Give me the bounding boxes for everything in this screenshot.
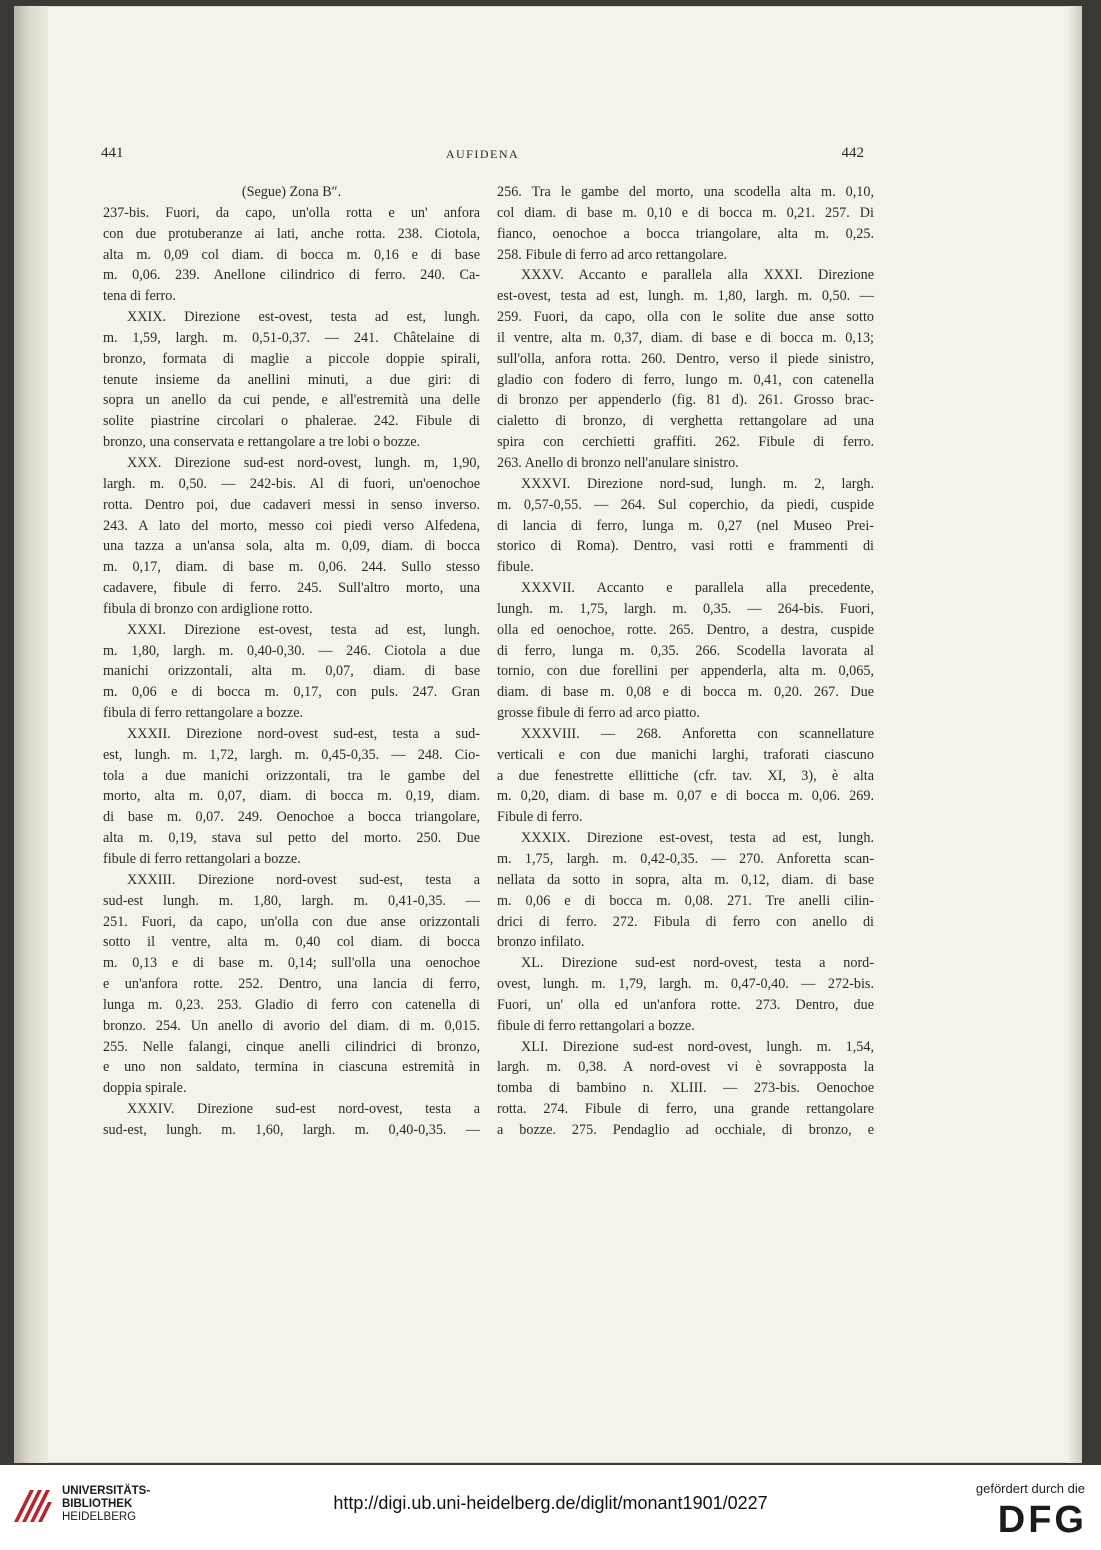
text-line: lunga m. 0,23. 253. Gladio di ferro con catenella di — [103, 996, 480, 1013]
text-line: XXXVIII. — 268. Anforetta con scannellature — [521, 725, 874, 742]
text-line: m. 0,57-0,55. — 264. Sul coperchio, da piedi, cuspide — [497, 496, 874, 513]
text-line: m. 1,80, largh. m. 0,40-0,30. — 246. Ciotola a due — [103, 642, 480, 659]
text-line: XXXIV. Direzione sud-est nord-ovest, testa a — [127, 1101, 480, 1118]
text-line: alta m. 0,09 col diam. di bocca m. 0,16 e di base — [103, 246, 480, 263]
text-line: rotta. 274. Fibule di ferro, una grande rettangolare — [497, 1101, 874, 1118]
text-line: col diam. di base m. 0,10 e di bocca m. 0,21. 257. Di — [497, 204, 874, 221]
permalink-url[interactable]: http://digi.ub.uni-heidelberg.de/diglit/monant1901/0227 — [333, 1493, 768, 1513]
text-line: fibula di bronzo con ardiglione rotto. — [103, 600, 313, 617]
text-line: m. 0,06 e di bocca m. 0,17, con puls. 247. Gran — [103, 684, 480, 701]
sponsor-note: gefördert durch die — [975, 1481, 1085, 1496]
text-line: di base m. 0,07. 249. Oenochoe a bocca triangolare, — [103, 809, 480, 826]
text-line: drici di ferro. 272. Fibula di ferro con anello di — [497, 913, 874, 930]
library-line-1: UNIVERSITÄTS- — [62, 1485, 151, 1497]
text-line: Fibule di ferro. — [497, 809, 583, 826]
running-head — [101, 145, 864, 167]
text-line: 259. Fuori, da capo, olla con le solite due anse sotto — [497, 309, 874, 326]
text-line: alta m. 0,19, stava sul petto del morto. 250. Due — [103, 830, 480, 847]
text-line: tola a due manichi orizzontali, tra le gambe del — [103, 767, 480, 784]
text-line: fibule di ferro rettangolari a bozze. — [103, 851, 301, 867]
text-line: 255. Nelle falangi, cinque anelli cilindrici di bronzo, — [103, 1038, 480, 1055]
running-title: AUFIDENA — [445, 147, 520, 161]
text-line: est, lungh. m. 1,72, largh. m. 0,45-0,35. — 248. Cio- — [103, 746, 480, 763]
text-line: sotto il ventre, alta m. 0,40 col diam. di bocca — [103, 934, 480, 951]
text-line: sud-est lungh. m. 1,80, largh. m. 0,41-0,35. — — [103, 892, 480, 909]
page-number-right: 442 — [841, 145, 864, 161]
text-line: di ferro, lunga m. 0,35. 266. Scodella lavorata al — [497, 642, 874, 659]
library-line-2: BIBLIOTHEK — [62, 1498, 133, 1510]
text-line: XXXV. Accanto e parallela alla XXXI. Direzione — [521, 267, 874, 284]
text-line: gladio con fodero di ferro, lungo m. 0,41, con catenella — [497, 371, 874, 388]
text-line: tenute insieme da anellini minuti, a due giri: di — [103, 371, 480, 388]
text-line: m. 0,06. 239. Anellone cilindrico di ferro. 240. Ca- — [103, 267, 480, 284]
text-line: m. 0,13 e di base m. 0,14; sull'olla una oenochoe — [103, 955, 480, 972]
text-line: 251. Fuori, da capo, un'olla con due anse orizzontali — [103, 913, 480, 930]
text-line: cadavere, fibule di ferro. 245. Sull'altro morto, una — [103, 580, 480, 597]
text-line: con due protuberanze ai lati, anche rotta. 238. Ciotola, — [103, 225, 480, 242]
text-line: XXXIII. Direzione nord-ovest sud-est, testa a — [127, 871, 480, 888]
text-line: morto, alta m. 0,07, diam. di bocca m. 0,19, diam. — [103, 788, 480, 805]
text-line: XXXVI. Direzione nord-sud, lungh. m. 2, largh. — [521, 475, 874, 492]
text-line: doppia spirale. — [103, 1080, 187, 1097]
text-line: spira con cerchietti graffiti. 262. Fibule di ferro. — [497, 434, 874, 451]
text-line: fibule. — [497, 559, 534, 576]
text-line: m. 1,59, largh. m. 0,51-0,37. — 241. Châtelaine di — [103, 329, 480, 346]
text-line: XLI. Direzione sud-est nord-ovest, lungh. m. 1,54, — [521, 1038, 874, 1055]
text-line: verticali e con due manichi larghi, traforati ciascuno — [497, 746, 874, 763]
text-line: il ventre, alta m. 0,37, diam. di base e di bocca m. 0,13; — [497, 329, 874, 346]
text-line: fibula di ferro rettangolare a bozze. — [103, 705, 304, 722]
left-text-column — [103, 182, 480, 1141]
text-line: e un'anfora rotte. 252. Dentro, una lancia di ferro, — [103, 976, 480, 993]
text-line: manichi orizzontali, alta m. 0,07, diam. di base — [103, 663, 480, 680]
text-line: XXXII. Direzione nord-ovest sud-est, testa a sud- — [127, 725, 480, 742]
text-line: diam. di base m. 0,08 e di bocca m. 0,20. 267. Due — [497, 684, 874, 701]
text-line: una tazza a un'ansa sola, alta m. 0,09, diam. di bocca — [103, 538, 480, 555]
text-line: XXX. Direzione sud-est nord-ovest, lungh. m, 1,90, — [127, 454, 480, 471]
library-line-3: HEIDELBERG — [62, 1511, 137, 1523]
text-line: 258. Fibule di ferro ad arco rettangolare. — [497, 246, 728, 263]
text-line: 237-bis. Fuori, da capo, un'olla rotta e un' anfora — [103, 204, 480, 221]
text-line: grosse fibule di ferro ad arco piatto. — [497, 705, 700, 722]
text-line: cialetto di bronzo, di verghetta rettangolare ad una — [497, 413, 874, 430]
text-line: XXXVII. Accanto e parallela alla precedente, — [521, 580, 874, 597]
text-line: ovest, lungh. m. 1,79, largh. m. 0,47-0,40. — 272-bis. — [497, 976, 874, 993]
text-line: rotta. Dentro poi, due cadaveri messi in senso inverso. — [103, 496, 480, 513]
text-line: XL. Direzione sud-est nord-ovest, testa a nord- — [521, 955, 874, 972]
text-line: e uno non saldato, termina in ciascuna estremità in — [103, 1059, 480, 1076]
text-line: di bronzo per appenderlo (fig. 81 d). 261. Grosso brac- — [497, 392, 874, 409]
text-line: largh. m. 0,50. — 242-bis. Al di fuori, un'oenochoe — [103, 475, 480, 492]
text-line: storico di Roma). Dentro, vasi rotti e frammenti di — [497, 538, 874, 555]
page-edge — [1068, 6, 1082, 1463]
text-line: 263. Anello di bronzo nell'anulare sinistro. — [497, 454, 739, 471]
text-line: sull'olla, anfora rotta. 260. Dentro, verso il piede sinistro, — [497, 350, 874, 367]
text-line: olla ed oenochoe, rotte. 265. Dentro, a destra, cuspide — [497, 621, 874, 638]
text-line: Fuori, un' olla ed un'anfora rotte. 273. Dentro, due — [497, 996, 874, 1013]
page-gutter — [14, 6, 48, 1463]
text-line: fianco, oenochoe a bocca triangolare, alta m. 0,25. — [497, 225, 874, 242]
text-line: est-ovest, testa ad est, lungh. m. 1,80, largh. m. 0,50. — — [497, 288, 874, 305]
dfg-logo[interactable]: DFG — [997, 1499, 1087, 1541]
text-line: bronzo, una conservata e rettangolare a tre lobi o bozze. — [103, 434, 421, 451]
text-line: tornio, con due forellini per appenderla, alta m. 0,065, — [497, 663, 874, 680]
text-line: tena di ferro. — [103, 288, 176, 305]
text-line: XXXIX. Direzione est-ovest, testa ad est, lungh. — [521, 830, 874, 847]
text-line: m. 1,75, largh. m. 0,42-0,35. — 270. Anforetta scan- — [497, 851, 874, 867]
text-line: XXIX. Direzione est-ovest, testa ad est, lungh. — [127, 309, 480, 326]
text-line: bronzo. 254. Un anello di avorio del diam. di m. 0,015. — [103, 1017, 480, 1034]
text-line: 243. A lato del morto, messo coi piedi verso Alfedena, — [103, 517, 480, 534]
text-line: m. 0,06 e di bocca m. 0,08. 271. Tre anelli cilin- — [497, 892, 874, 909]
text-line: (Segue) Zona B″. — [241, 184, 342, 200]
text-line: lungh. m. 1,75, largh. m. 0,35. — 264-bis. Fuori, — [497, 600, 874, 617]
right-text-column — [497, 182, 874, 1141]
text-line: tomba di bambino n. XLIII. — 273-bis. Oenochoe — [497, 1080, 874, 1097]
text-line: a bozze. 275. Pendaglio ad occhiale, di bronzo, e — [497, 1121, 874, 1138]
viewer-footer — [0, 1465, 1101, 1550]
text-line: 256. Tra le gambe del morto, una scodella alta m. 0,10, — [497, 184, 874, 200]
text-line: sud-est, lungh. m. 1,60, largh. m. 0,40-0,35. — — [103, 1121, 480, 1138]
text-line: XXXI. Direzione est-ovest, testa ad est, lungh. — [127, 621, 480, 638]
text-line: solite piastrine circolari o phalerae. 242. Fibule di — [103, 413, 480, 430]
text-line: nellata da sotto in sopra, alta m. 0,12, diam. di base — [497, 871, 874, 888]
text-line: sopra un anello da cui pende, e all'estremità una delle — [103, 392, 480, 409]
text-line: fibule di ferro rettangolari a bozze. — [497, 1017, 695, 1034]
text-line: di lancia di ferro, lunga m. 0,27 (nel Museo Prei- — [497, 517, 874, 534]
page-number-left: 441 — [101, 145, 124, 161]
text-line: bronzo, formata di maglie a piccole doppie spirali, — [103, 350, 480, 367]
text-line: bronzo infilato. — [497, 934, 585, 951]
text-line: m. 0,20, diam. di base m. 0,07 e di bocca m. 0,06. 269. — [497, 788, 874, 805]
text-line: m. 0,17, diam. di base m. 0,06. 244. Sullo stesso — [103, 559, 480, 576]
text-line: largh. m. 0,38. A nord-ovest vi è sovrapposta la — [497, 1059, 874, 1076]
text-line: a due fenestrette ellittiche (cfr. tav. XI, 3), è alta — [497, 767, 874, 784]
